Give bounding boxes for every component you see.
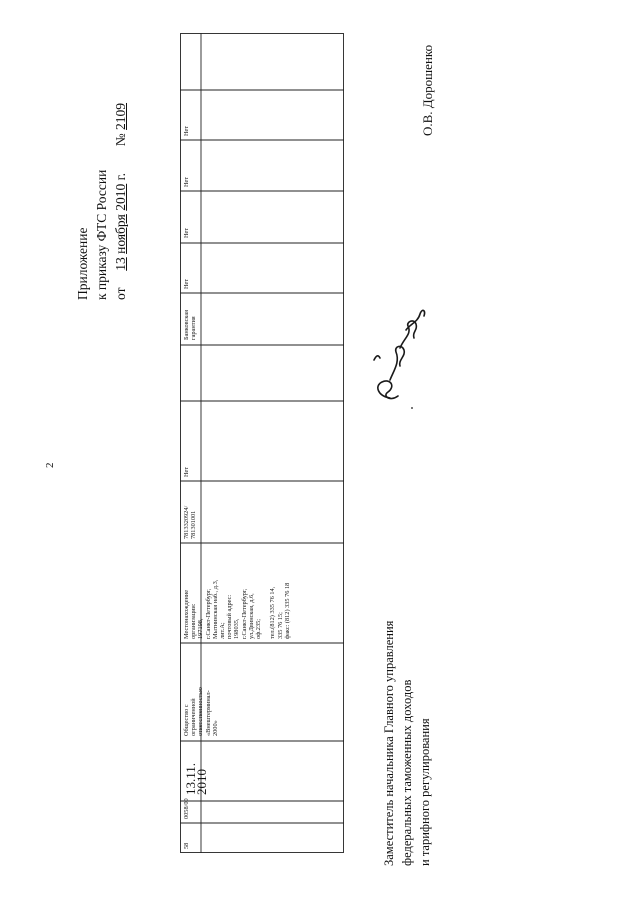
cell-col8: Нет <box>183 466 190 477</box>
cell-row-number: 58 <box>183 842 190 849</box>
page-number: 2 <box>44 462 56 468</box>
cell-organization-name: Общество с ограниченной ответственностью «Внештерминал- 2000» <box>183 687 219 736</box>
from-label: от <box>113 287 128 300</box>
cell-col14: Нет <box>183 125 190 136</box>
order-reference: к приказу ФТС России <box>94 169 109 300</box>
signer-title-line1: Заместитель начальника Главного управления <box>382 620 396 866</box>
order-day: 13 <box>113 257 128 271</box>
signer-title-line2: федеральных таможенных доходов <box>400 679 414 866</box>
cell-col13: Нет <box>183 176 190 187</box>
order-number: 2109 <box>113 102 128 130</box>
order-year: 2010 <box>113 183 128 211</box>
handwritten-signature <box>360 300 430 420</box>
cell-date: 13.11. 2010 <box>183 762 209 795</box>
signer-title-line3: и тарифного регулирования <box>418 718 432 866</box>
appendix-title: Приложение <box>75 227 90 300</box>
signer-name: О.В. Дорошенко <box>420 44 435 136</box>
cell-address: Местонахождение организации: 197198, г.Санкт-Петербург, Мытнинская наб., д.3, лит.А; почтовый адрес: 198035, г.Санкт-Петербург, ул.Двинская, д.6, оф.235; тел.(812) 335 76 14, 335 76 15; факс: (812) 335 76 18 <box>183 579 291 639</box>
order-date-line <box>114 60 128 300</box>
order-month: ноября <box>113 214 128 254</box>
year-suffix: г. <box>113 172 128 181</box>
cell-guarantee: Банковская гарантия <box>183 309 198 340</box>
cell-col12: Нет <box>183 227 190 238</box>
number-label: № <box>113 133 128 147</box>
cell-col11: Нет <box>183 278 190 289</box>
cell-inn-kpp: 7813320924/ 781301001 <box>183 505 198 539</box>
cell-code: 0058/00 <box>183 798 190 819</box>
registry-table <box>180 33 344 853</box>
